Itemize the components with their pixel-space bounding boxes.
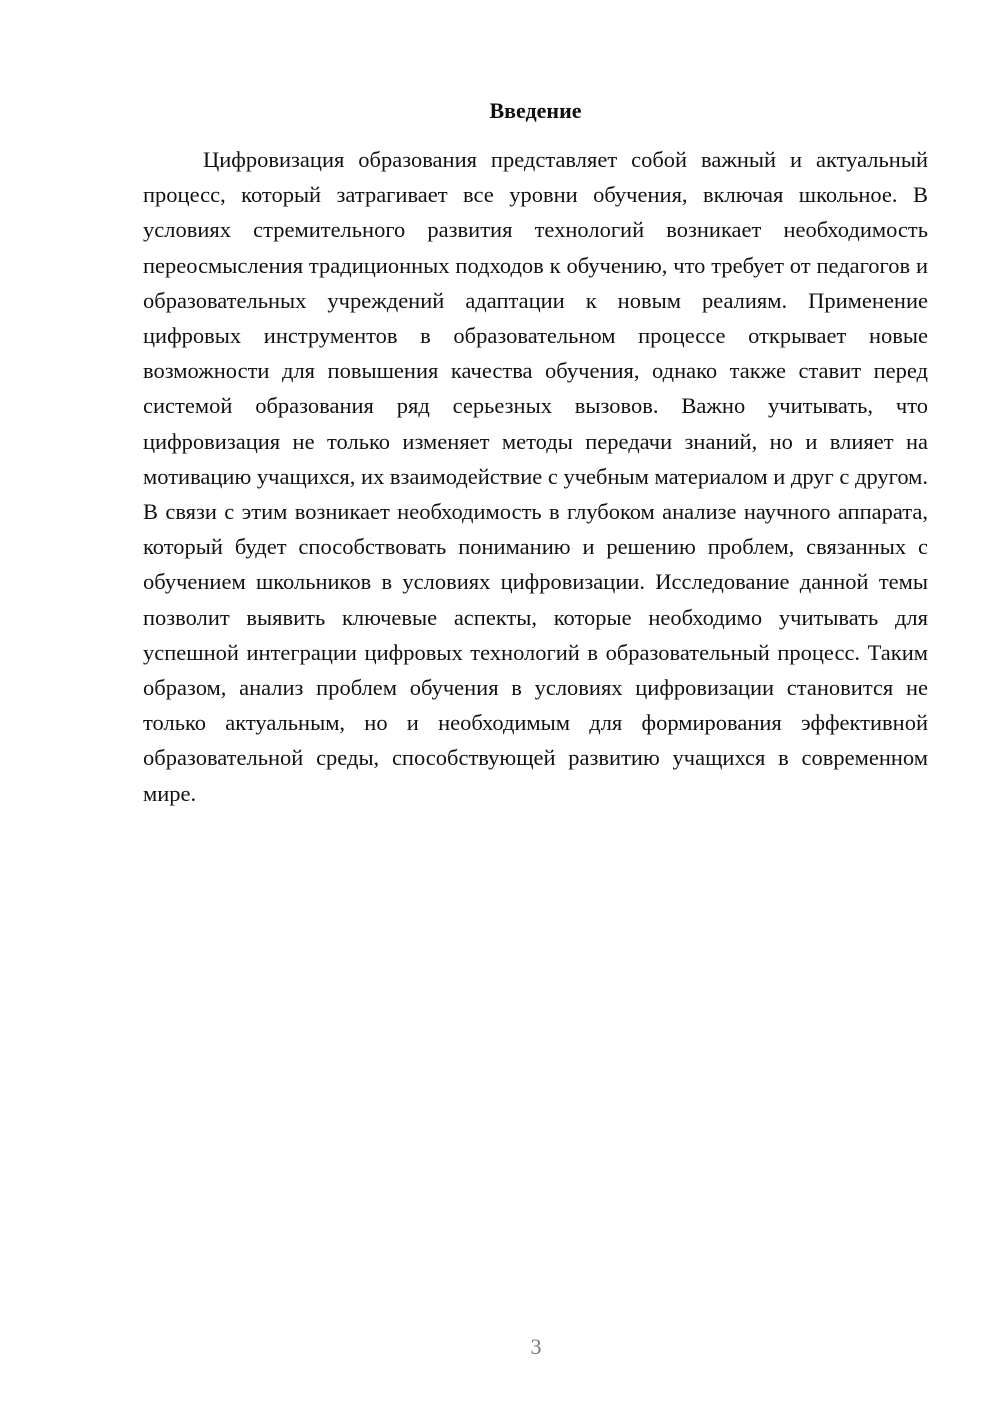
page-number: 3 [530,1334,542,1359]
section-heading: Введение [489,98,582,123]
body-paragraph: Цифровизация образования представляет собой важный и актуальный процесс, который затрагивает все уровни обучения, включая школьное. В условиях стремительного развития технологий возникает необходимость переосмысления традиционных подходов к обучению, что требует от педагогов и образовательных учреждений адаптации к новым реалиям. Применение цифровых инструментов в образовательном процессе открывает новые возможности для повышения качества обучения, однако также ставит перед системой образования ряд серьезных вызовов. Важно учитывать, что цифровизация не только изменяет методы передачи знаний, но и влияет на мотивацию учащихся, их взаимодействие с учебным материалом и друг с другом. В связи с этим возникает необходимость в глубоком анализе научного аппарата, который будет способствовать пониманию и решению проблем, связанных с обучением школьников в условиях цифровизации. Исследование данной темы позволит выявить ключевые аспекты, которые необходимо учитывать для успешной интеграции цифровых технологий в образовательный процесс. Таким образом, анализ проблем обучения в условиях цифровизации становится не только актуальным, но и необходимым для формирования эффективной образовательной среды, способствующей развитию учащихся в современном мире. [143,147,928,806]
